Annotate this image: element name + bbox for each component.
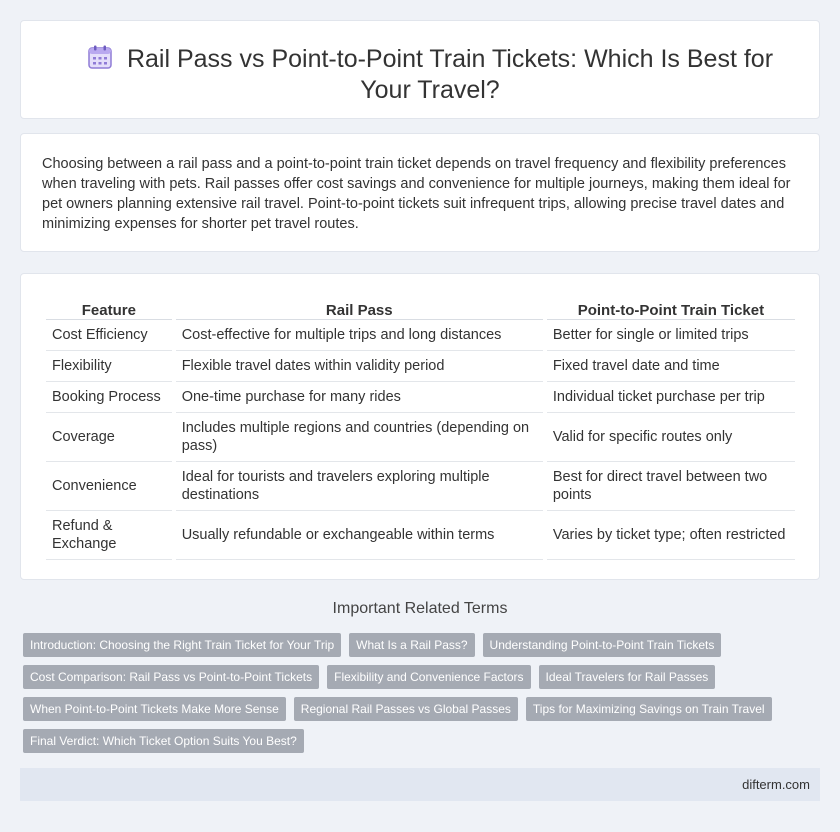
related-term-tag[interactable]: Final Verdict: Which Ticket Option Suits You Best? xyxy=(23,729,304,753)
related-term-tag[interactable]: Understanding Point-to-Point Train Tickets xyxy=(483,633,722,657)
related-term-tag[interactable]: Regional Rail Passes vs Global Passes xyxy=(294,697,518,721)
table-cell-point-to-point: Individual ticket purchase per trip xyxy=(547,382,795,413)
comparison-table-card xyxy=(20,273,820,580)
table-row xyxy=(46,351,795,382)
table-row xyxy=(46,462,795,511)
related-term-tag[interactable]: Tips for Maximizing Savings on Train Travel xyxy=(526,697,772,721)
table-cell-rail-pass: Cost-effective for multiple trips and long distances xyxy=(176,320,543,351)
related-term-tag[interactable]: Ideal Travelers for Rail Passes xyxy=(539,665,716,689)
page-title-wrap xyxy=(61,44,799,106)
column-header-point-to-point: Point-to-Point Train Ticket xyxy=(547,297,795,320)
related-term-tag[interactable]: Flexibility and Convenience Factors xyxy=(327,665,530,689)
table-cell-point-to-point: Varies by ticket type; often restricted xyxy=(547,511,795,560)
column-header-rail-pass: Rail Pass xyxy=(176,297,543,320)
table-header-row xyxy=(46,297,795,320)
intro-paragraph: Choosing between a rail pass and a point-to-point train ticket depends on travel frequency and flexibility preferences when traveling with pets. Rail passes offer cost savings and convenience for multiple journeys, making them ideal for pet owners planning extensive rail travel. Point-to-point tickets suit infrequent trips, allowing precise travel dates and minimizing expenses for shorter pet travel routes. xyxy=(42,156,791,232)
table-cell-point-to-point: Valid for specific routes only xyxy=(547,413,795,462)
table-cell-rail-pass: One-time purchase for many rides xyxy=(176,382,543,413)
calendar-icon xyxy=(87,44,113,70)
table-cell-feature: Coverage xyxy=(46,413,172,462)
column-header-feature: Feature xyxy=(46,297,172,320)
footer xyxy=(20,768,820,801)
table-cell-point-to-point: Best for direct travel between two points xyxy=(547,462,795,511)
related-term-tag[interactable]: Cost Comparison: Rail Pass vs Point-to-Point Tickets xyxy=(23,665,319,689)
related-term-tag[interactable]: When Point-to-Point Tickets Make More Sense xyxy=(23,697,286,721)
table-cell-feature: Cost Efficiency xyxy=(46,320,172,351)
table-cell-point-to-point: Better for single or limited trips xyxy=(547,320,795,351)
table-row xyxy=(46,320,795,351)
table-cell-feature: Booking Process xyxy=(46,382,172,413)
related-term-tag[interactable]: What Is a Rail Pass? xyxy=(349,633,474,657)
related-term-tag[interactable]: Introduction: Choosing the Right Train Ticket for Your Trip xyxy=(23,633,341,657)
table-row xyxy=(46,382,795,413)
related-terms-list xyxy=(23,633,803,753)
table-cell-rail-pass: Includes multiple regions and countries (depending on pass) xyxy=(176,413,543,462)
table-cell-feature: Convenience xyxy=(46,462,172,511)
table-row xyxy=(46,413,795,462)
table-cell-rail-pass: Ideal for tourists and travelers exploring multiple destinations xyxy=(176,462,543,511)
table-cell-point-to-point: Fixed travel date and time xyxy=(547,351,795,382)
intro-card xyxy=(20,133,820,252)
table-cell-rail-pass: Flexible travel dates within validity period xyxy=(176,351,543,382)
title-card xyxy=(20,20,820,119)
page-title: Rail Pass vs Point-to-Point Train Tickets: Which Is Best for Your Travel? xyxy=(126,45,774,104)
related-terms-heading: Important Related Terms xyxy=(332,600,508,617)
comparison-table xyxy=(42,297,799,560)
table-cell-rail-pass: Usually refundable or exchangeable within terms xyxy=(176,511,543,560)
table-cell-feature: Refund & Exchange xyxy=(46,511,172,560)
footer-site-name: difterm.com xyxy=(742,777,810,792)
table-row xyxy=(46,511,795,560)
table-cell-feature: Flexibility xyxy=(46,351,172,382)
